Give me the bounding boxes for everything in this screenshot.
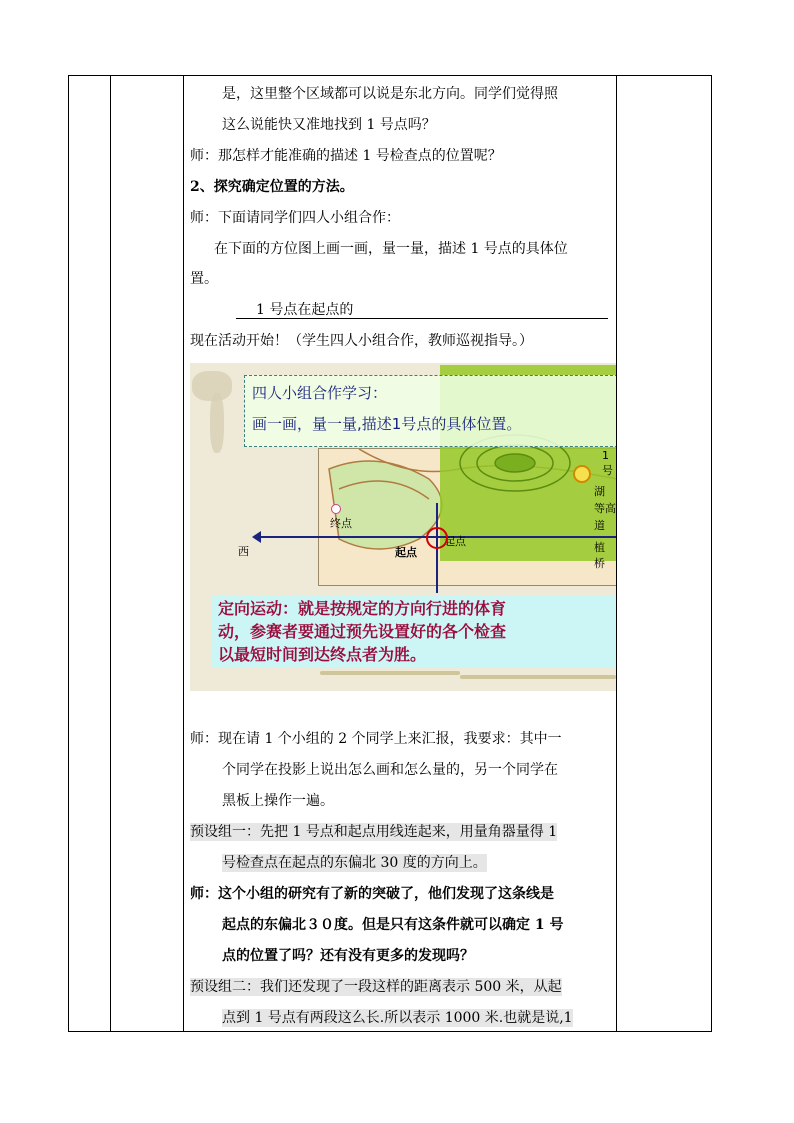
west-label: 西 <box>238 545 249 558</box>
fill-blank-underline <box>236 318 608 319</box>
legend-item: 桥 <box>594 557 605 570</box>
legend-item: 植 <box>594 541 605 554</box>
group-task-text: 画一画，量一量,描述1号点的具体位置。 <box>252 415 522 433</box>
legend-item: 道 <box>594 519 605 532</box>
text-line: 黑板上操作一遍。 <box>222 793 334 809</box>
teacher-line: 点的位置了吗？还有没有更多的发现吗？ <box>222 948 474 964</box>
definition-line: 定向运动：就是按规定的方向行进的体育 <box>218 599 507 618</box>
text-line: 在下面的方位图上画一画，量一量，描述 1 号点的具体位 <box>214 241 568 257</box>
text-line: 个同学在投影上说出怎么画和怎么量的，另一个同学在 <box>222 762 558 778</box>
group-task-title: 四人小组合作学习： <box>252 384 388 402</box>
legend-item: 等高 <box>594 502 616 515</box>
legend-item: 湖 <box>594 485 605 498</box>
preset-answer-line: 预设组一：先把 1 号点和起点用线连起来，用量角器量得 1 <box>190 824 558 840</box>
table-border-left <box>68 75 69 1032</box>
text-line: 这么说能快又准地找到 1 号点吗？ <box>222 117 436 133</box>
definition-text <box>218 597 506 666</box>
brush-stroke <box>320 671 460 675</box>
preset-answer-line: 点到 1 号点有两段这么长.所以表示 1000 米.也就是说,1 <box>222 1010 573 1026</box>
checkpoint-1-icon <box>573 465 591 483</box>
text-line: 现在活动开始！（学生四人小组合作，教师巡视指导。） <box>190 333 533 349</box>
preset-answer-line: 预设组二：我们还发现了一段这样的距离表示 500 米，从起 <box>190 979 562 995</box>
west-arrow-icon <box>252 531 261 543</box>
table-border-bottom <box>68 1031 712 1032</box>
brush-stroke <box>460 675 616 679</box>
fill-blank-line: 1 号点在起点的 <box>256 302 354 318</box>
text-line: 是，这里整个区域都可以说是东北方向。同学们觉得照 <box>222 86 558 102</box>
end-point-icon <box>331 504 341 514</box>
text-line: 师：现在请 1 个小组的 2 个同学上来汇报，我要求：其中一 <box>190 731 562 747</box>
definition-line: 动，参赛者要通过预先设置好的各个检查 <box>218 622 507 641</box>
preset-answer-line: 号检查点在起点的东偏北 30 度的方向上。 <box>222 855 487 871</box>
section-heading: 2、探究确定位置的方法。 <box>190 179 354 195</box>
text-line: 置。 <box>190 271 218 287</box>
table-divider-3 <box>616 75 617 1032</box>
map-end-label: 终点 <box>330 517 352 530</box>
definition-line: 以最短时间到达终点者为胜。 <box>218 645 427 664</box>
start-point-icon <box>426 527 448 549</box>
map-start-label: 起点 <box>444 535 466 548</box>
table-divider-2 <box>183 75 184 1032</box>
legend-item: 1号 <box>602 449 613 477</box>
start-label: 起点 <box>395 546 417 559</box>
text-line: 师：下面请同学们四人小组合作： <box>190 210 400 226</box>
text-line: 师：那怎样才能准确的描述 1 号检查点的位置呢？ <box>190 148 502 164</box>
table-divider-1 <box>110 75 111 1032</box>
slide-image <box>190 363 616 691</box>
teacher-line: 师：这个小组的研究有了新的突破了，他们发现了这条线是 <box>190 886 554 902</box>
ink-decoration <box>210 393 224 453</box>
table-border-right <box>711 75 712 1032</box>
table-border-top <box>68 75 712 76</box>
teacher-line: 起点的东偏北３０度。但是只有这条件就可以确定 1 号 <box>222 917 564 933</box>
